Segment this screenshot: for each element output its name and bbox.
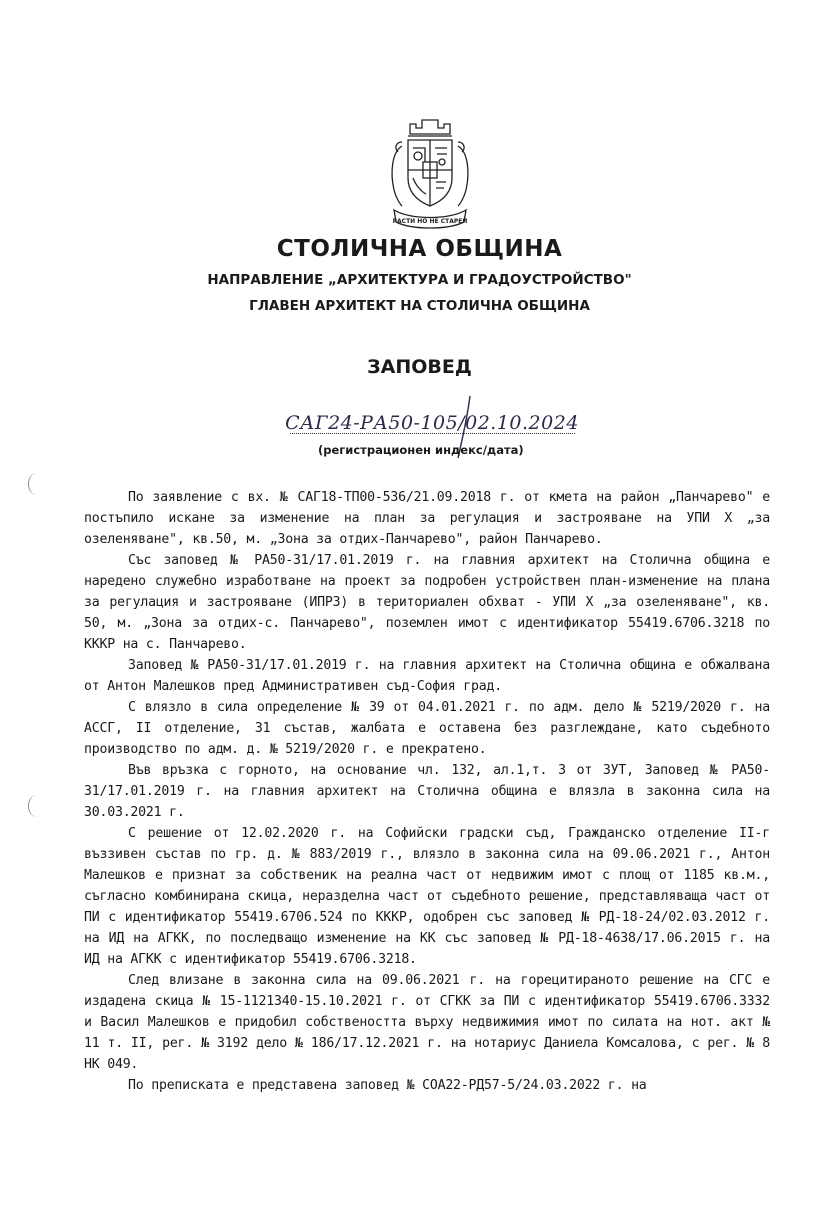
punch-hole-mark	[28, 473, 45, 495]
paragraph: По преписката е представена заповед № СОА22-РД57-5/24.03.2022 г. на	[128, 1078, 647, 1093]
registration-underline	[290, 433, 575, 435]
chief-architect-title: ГЛАВЕН АРХИТЕКТ НА СТОЛИЧНА ОБЩИНА	[249, 298, 590, 314]
paragraph: Със заповед № РА50-31/17.01.2019 г. на главния архитект на Столична община е наредено служебно изработване на проект за подробен устройствен план-изменение на плана за регулация и застрояване (ИПРЗ) в териториален обхват - УПИ Х „за озеленяване", кв. 50, м. „Зона за отдих-с. Панчарево", поземлен имот с идентификатор 55419.6706.3218 по КККР на с. Панчарево.	[84, 553, 770, 652]
paragraph: Във връзка с горното, на основание чл. 132, ал.1,т. 3 от ЗУТ, Заповед № РА50-31/17.01.2019 г. на главния архитект на Столична община е влязла в законна сила на 30.03.2021 г.	[84, 763, 770, 820]
paragraph: С решение от 12.02.2020 г. на Софийски градски съд, Гражданско отделение II-г въззивен състав по гр. д. № 883/2019 г., влязло в законна сила на 09.06.2021 г., Антон Малешков е признат за собственик на реална част от недвижим имот с площ от 1185 кв.м., съгласно комбинирана скица, неразделна част от съдебното решение, представляваща част от ПИ с идентификатор 55419.6706.524 по КККР, одобрен със заповед № РД-18-24/02.03.2012 г. на ИД на АГКК, по последващо изменение на КК със заповед № РД-18-4638/17.06.2015 г. на ИД на АГКК с идентификатор 55419.6706.3218.	[84, 826, 770, 967]
registration-number: САГ24-РА50-105/02.10.2024	[285, 412, 579, 434]
document-title: ЗАПОВЕД	[367, 356, 472, 378]
paragraph: С влязло в сила определение № 39 от 04.01.2021 г. по адм. дело № 5219/2020 г. на АССГ, II отделение, 31 състав, жалбата е оставена без разглеждане, като съдебното производство по адм. д. № 5219/2020 г. е прекратено.	[84, 700, 770, 757]
organization-name: СТОЛИЧНА ОБЩИНА	[276, 236, 563, 262]
paragraph: Заповед № РА50-31/17.01.2019 г. на главния архитект на Столична община е обжалвана от Антон Малешков пред Административен съд-София град.	[84, 658, 770, 694]
registration-label: (регистрационен индекс/дата)	[318, 443, 524, 457]
sofia-coat-of-arms-icon	[380, 112, 480, 232]
punch-hole-mark	[28, 795, 45, 817]
paragraph: По заявление с вх. № САГ18-ТП00-536/21.09.2018 г. от кмета на район „Панчарево" е постъпило искане за изменение на план за регулация и застрояване на УПИ Х „за озеленяване", кв.50, м. „Зона за отдих-Панчарево", район Панчарево.	[84, 490, 770, 547]
department-name: НАПРАВЛЕНИЕ „АРХИТЕКТУРА И ГРАДОУСТРОЙСТВО"	[207, 272, 632, 288]
crest-motto: РАСТИ НО НЕ СТАРЕЙ	[392, 218, 468, 225]
paragraph: След влизане в законна сила на 09.06.2021 г. на горецитираното решение на СГС е издадена скица № 15-1121340-15.10.2021 г. от СГКК за ПИ с идентификатор 55419.6706.3332 и Васил Малешков е придобил собствеността върху недвижимия имот по силата на нот. акт № 11 т. II, рег. № 3192 дело № 186/17.12.2021 г. на нотариус Даниела Комсалова, с рег. № 8 НК 049.	[84, 973, 770, 1072]
order-body	[84, 487, 770, 1096]
